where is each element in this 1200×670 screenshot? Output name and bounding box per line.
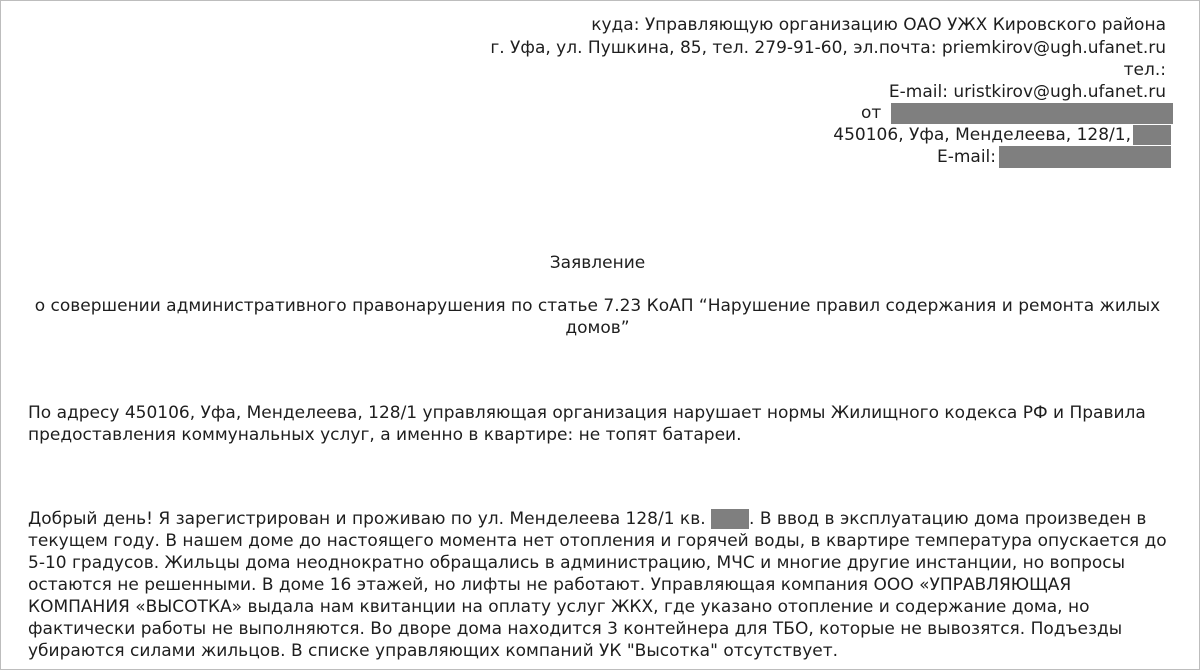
paragraph-2-line-5: КОМПАНИЯ «ВЫСОТКА» выдала нам квитанции на оплату услуг ЖКХ, где указано отопление и содержание дома, но xyxy=(28,597,1090,617)
paragraph-2-line-1 xyxy=(28,508,1178,530)
redacted-apartment-number xyxy=(711,509,749,529)
recipient-address-line: г. Уфа, ул. Пушкина, 85, тел. 279-91-60, эл.почта: priemkirov@ugh.ufanet.ru xyxy=(490,38,1166,58)
paragraph-2-line-3: 5-10 градусов. Жильцы дома неоднократно обращались в администрацию, МЧС и многие другие инстанции, но вопросы xyxy=(28,553,1126,573)
paragraph-2-line-1-end: . В ввод в эксплуатацию дома произведен в xyxy=(749,509,1147,529)
phone-line: тел.: xyxy=(1123,60,1166,80)
recipient-line: куда: Управляющую организацию ОАО УЖХ Кировского района xyxy=(591,15,1166,35)
sender-email-label: E-mail: xyxy=(936,147,996,167)
sender-address: 450106, Уфа, Менделеева, 128/1, xyxy=(833,125,1131,145)
from-line xyxy=(861,102,1173,124)
sender-address-line xyxy=(833,124,1171,146)
paragraph-2-line-1-start: Добрый день! Я зарегистрирован и проживаю по ул. Менделеева 128/1 кв. xyxy=(28,509,706,529)
document-title: Заявление xyxy=(549,253,646,273)
from-label: от xyxy=(861,103,882,123)
document-subtitle-line-1: о совершении административного правонарушения по статье 7.23 КоАП “Нарушение правил содержания и ремонта жилых xyxy=(34,296,1161,316)
paragraph-1 xyxy=(28,402,1178,446)
paragraph-2-line-6: фактически работы не выполняются. Во дворе дома находится 3 контейнера для ТБО, которые не вывозятся. Подъезды xyxy=(28,619,1123,639)
paragraph-2-line-2: текущем году. В нашем доме до настоящего момента нет отопления и горячей воды, в квартире температура опускается до xyxy=(28,531,1167,551)
paragraph-1-line-2: предоставления коммунальных услуг, а именно в квартире: не топят батареи. xyxy=(28,425,742,445)
paragraph-2-line-7: убираются силами жильцов. В списке управляющих компаний УК "Высотка" отсутствует. xyxy=(28,641,839,661)
redacted-sender-name xyxy=(891,103,1173,124)
sender-email-line xyxy=(937,146,1171,168)
redacted-sender-email xyxy=(999,146,1171,168)
redacted-apartment xyxy=(1133,125,1171,145)
paragraph-2-line-4: остаются не решенными. В доме 16 этажей, но лифты не работают. Управляющая компания ООО «УПРАВЛЯЮЩАЯ xyxy=(28,575,1072,595)
paragraph-1-line-1: По адресу 450106, Уфа, Менделеева, 128/1 управляющая организация нарушает нормы Жилищного кодекса РФ и Правила xyxy=(28,403,1146,423)
document-subtitle-line-2: домов” xyxy=(565,318,630,338)
paragraph-2 xyxy=(28,508,1178,662)
recipient-email-line: E-mail: uristkirov@ugh.ufanet.ru xyxy=(888,82,1166,102)
